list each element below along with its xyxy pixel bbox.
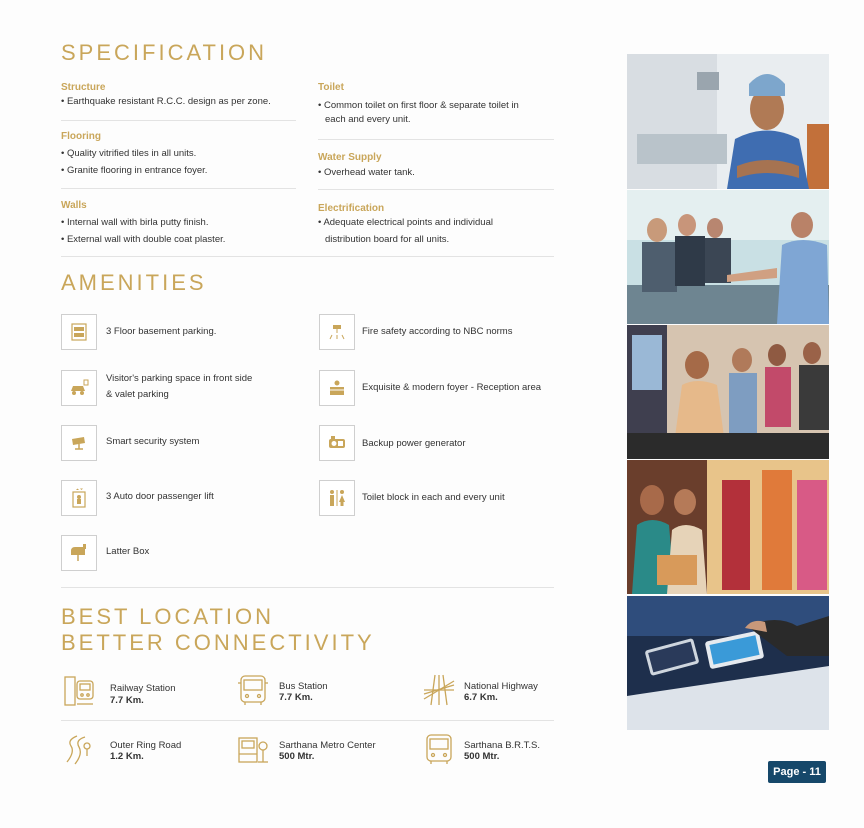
fire-sprinkler-icon — [319, 314, 355, 350]
walls-item: • External wall with double coat plaster. — [61, 234, 226, 245]
location-distance: 7.7 Km. — [279, 692, 313, 703]
water-supply-item: • Overhead water tank. — [318, 167, 415, 178]
location-distance: 500 Mtr. — [279, 751, 315, 762]
electrification-item: • Adequate electrical points and individual — [318, 217, 493, 228]
metro-icon — [236, 732, 270, 766]
walls-item: • Internal wall with birla putty finish. — [61, 217, 209, 228]
structure-heading: Structure — [61, 82, 106, 93]
road-icon — [63, 732, 97, 766]
toilet-item: each and every unit. — [325, 114, 411, 125]
elevator-icon — [61, 480, 97, 516]
cctv-camera-icon — [61, 425, 97, 461]
reception-desk-icon — [319, 370, 355, 406]
location-distance: 500 Mtr. — [464, 751, 500, 762]
highway-icon — [422, 673, 456, 707]
page-number-badge: Page - 11 — [768, 761, 826, 783]
bank-counter-photo — [627, 325, 829, 459]
amenities-title: AMENITIES — [61, 270, 207, 295]
section-divider — [61, 256, 554, 257]
mailbox-icon — [61, 535, 97, 571]
bus-icon — [236, 673, 270, 707]
water-supply-heading: Water Supply — [318, 152, 382, 163]
amenity-label: Fire safety according to NBC norms — [362, 326, 513, 337]
toilet-heading: Toilet — [318, 82, 344, 93]
brts-bus-icon — [422, 732, 456, 766]
shopping-mall-photo — [627, 460, 829, 594]
electrification-item: distribution board for all units. — [325, 234, 450, 245]
toilet-people-icon — [319, 480, 355, 516]
amenity-label: 3 Floor basement parking. — [106, 326, 217, 337]
smartphone-store-photo — [627, 596, 829, 730]
location-name: Railway Station — [110, 683, 176, 694]
specification-title: SPECIFICATION — [61, 40, 268, 65]
location-title-line2: BETTER CONNECTIVITY — [61, 630, 375, 655]
divider — [318, 189, 554, 190]
amenity-label: Backup power generator — [362, 438, 466, 449]
amenity-label: 3 Auto door passenger lift — [106, 491, 214, 502]
divider — [61, 120, 296, 121]
location-name: Bus Station — [279, 681, 328, 692]
business-handshake-photo — [627, 190, 829, 324]
location-distance: 6.7 Km. — [464, 692, 498, 703]
flooring-item: • Granite flooring in entrance foyer. — [61, 165, 208, 176]
amenity-label-line2: & valet parking — [106, 389, 169, 400]
location-title-line1: BEST LOCATION — [61, 604, 275, 629]
amenity-label: Smart security system — [106, 436, 200, 447]
section-divider — [61, 587, 554, 588]
amenity-label: Latter Box — [106, 546, 150, 557]
location-name: Sarthana B.R.T.S. — [464, 740, 541, 751]
divider — [318, 139, 554, 140]
hospital-doctor-photo — [627, 54, 829, 189]
flooring-item: • Quality vitrified tiles in all units. — [61, 148, 197, 159]
electrification-heading: Electrification — [318, 203, 385, 214]
car-parking-icon — [61, 314, 97, 350]
location-distance: 7.7 Km. — [110, 695, 144, 706]
amenity-label: Visitor's parking space in front side — [106, 373, 253, 384]
toilet-item: • Common toilet on first floor & separate toilet in — [318, 100, 519, 111]
divider — [61, 720, 554, 721]
structure-item: • Earthquake resistant R.C.C. design as per zone. — [61, 96, 271, 107]
train-icon — [63, 673, 97, 707]
visitor-car-icon — [61, 370, 97, 406]
flooring-heading: Flooring — [61, 131, 101, 142]
divider — [61, 188, 296, 189]
location-distance: 1.2 Km. — [110, 751, 144, 762]
location-name: Sarthana Metro Center — [279, 740, 376, 751]
amenity-label: Toilet block in each and every unit — [362, 492, 505, 503]
amenity-label: Exquisite & modern foyer - Reception area — [362, 382, 542, 393]
location-name: Outer Ring Road — [110, 740, 182, 751]
location-name: National Highway — [464, 681, 538, 692]
walls-heading: Walls — [61, 200, 87, 211]
generator-icon — [319, 425, 355, 461]
